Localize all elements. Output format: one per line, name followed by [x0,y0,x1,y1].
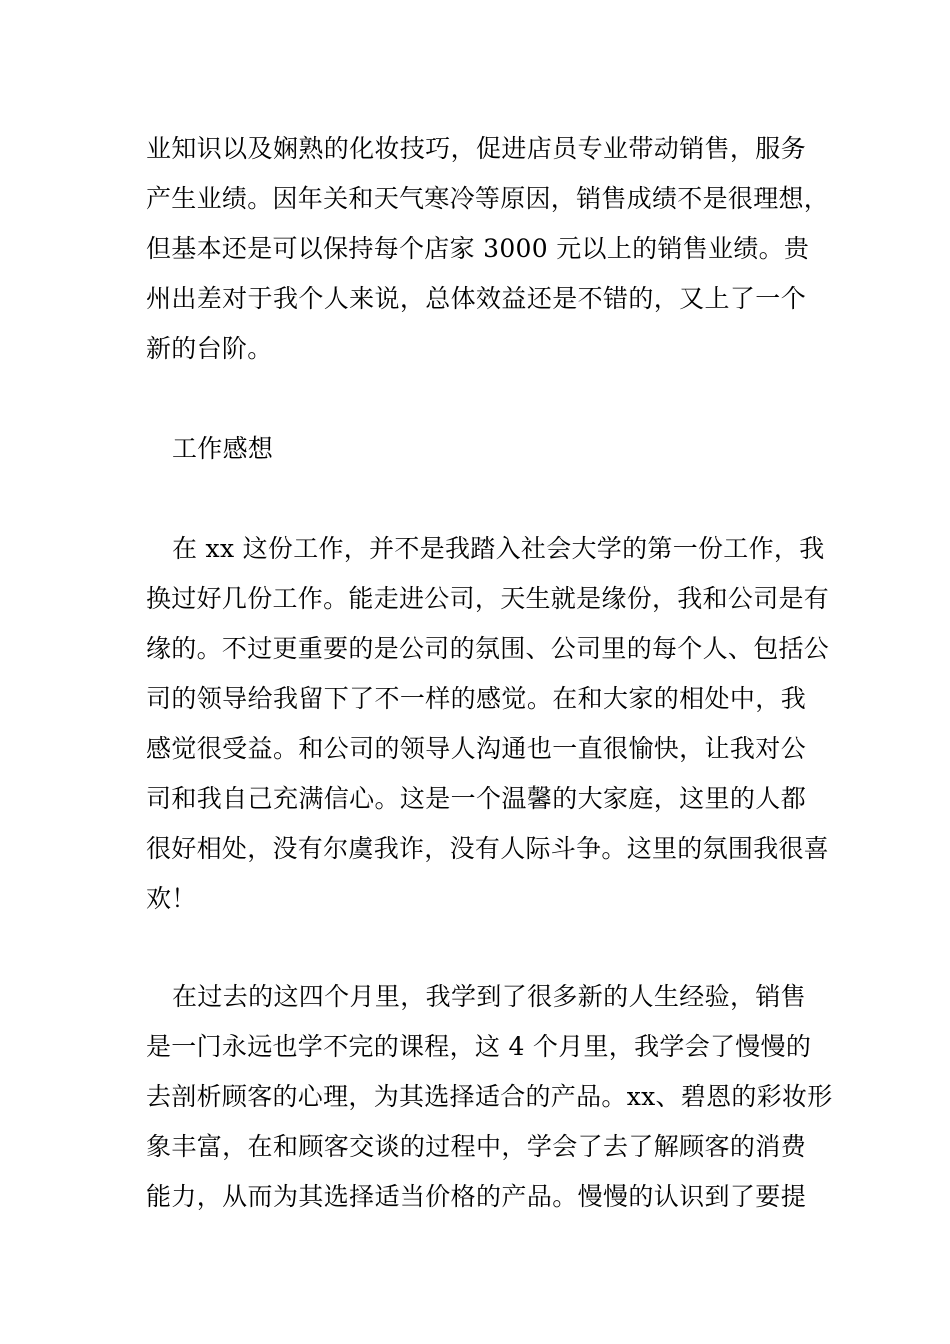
paragraph-3-line-1: 在过去的这四个月里，我学到了很多新的人生经验，销售 [172,982,806,1011]
section-heading: 工作感想 [172,434,274,463]
paragraph-1-line-2: 产生业绩。因年关和天气寒冷等原因，销售成绩不是很理想， [146,184,830,213]
paragraph-1-line-1: 业知识以及娴熟的化妆技巧，促进店员专业带动销售，服务 [146,134,806,163]
paragraph-1-line-3: 但基本还是可以保持每个店家 3000 元以上的销售业绩。贵 [146,234,810,263]
paragraph-2-line-6: 司和我自己充满信心。这是一个温馨的大家庭，这里的人都 [146,784,806,813]
paragraph-2-line-2: 换过好几份工作。能走进公司，天生就是缘份，我和公司是有 [146,584,830,613]
paragraph-1-line-4: 州出差对于我个人来说，总体效益还是不错的，又上了一个 [146,284,806,313]
paragraph-2-line-3: 缘的。不过更重要的是公司的氛围、公司里的每个人、包括公 [146,634,830,663]
paragraph-3-line-4: 象丰富，在和顾客交谈的过程中，学会了去了解顾客的消费 [146,1132,806,1161]
paragraph-2-line-1: 在 xx 这份工作，并不是我踏入社会大学的第一份工作，我 [172,534,825,563]
paragraph-2-line-5: 感觉很受益。和公司的领导人沟通也一直很愉快，让我对公 [146,734,806,763]
paragraph-3-line-3: 去剖析顾客的心理，为其选择适合的产品。xx、碧恩的彩妆形 [146,1082,833,1111]
paragraph-2-line-4: 司的领导给我留下了不一样的感觉。在和大家的相处中，我 [146,684,806,713]
paragraph-1-line-5: 新的台阶。 [146,334,273,363]
paragraph-2-line-7: 很好相处，没有尔虞我诈，没有人际斗争。这里的氛围我很喜 [146,834,830,863]
paragraph-2-line-8: 欢！ [146,884,197,913]
paragraph-3-line-5: 能力，从而为其选择适当价格的产品。慢慢的认识到了要提 [146,1182,806,1211]
paragraph-3-line-2: 是一门永远也学不完的课程，这 4 个月里，我学会了慢慢的 [146,1032,812,1061]
